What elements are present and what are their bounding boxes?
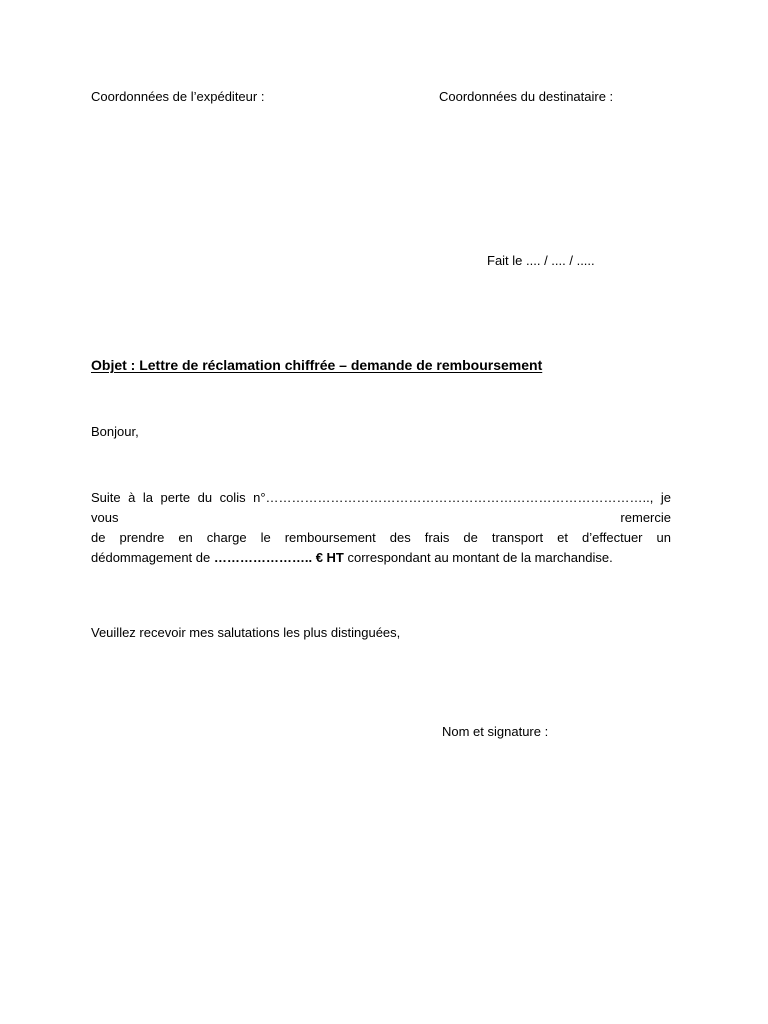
body-line-3-suffix: correspondant au montant de la marchandise. xyxy=(343,550,613,565)
parcel-number-placeholder: …………………………………………………………………………….. xyxy=(265,490,650,505)
body-line-1-prefix: Suite à la perte du colis n° xyxy=(91,490,266,505)
body-line-2: de prendre en charge le remboursement des frais de transport et d’effectuer un xyxy=(91,530,671,545)
sender-label: Coordonnées de l’expéditeur : xyxy=(91,89,265,104)
body-line-3 xyxy=(91,548,671,568)
recipient-label: Coordonnées du destinataire : xyxy=(439,89,614,104)
body-line-1-suffix: , je vous remercie xyxy=(91,490,671,525)
closing-line: Veuillez recevoir mes salutations les plus distinguées, xyxy=(91,625,401,640)
greeting: Bonjour, xyxy=(91,424,139,439)
letter-subject: Objet : Lettre de réclamation chiffrée – demande de remboursement xyxy=(91,357,543,373)
amount-placeholder: ………………….. € HT xyxy=(213,550,344,565)
body-paragraph xyxy=(91,488,671,568)
date-line: Fait le .... / .... / ..... xyxy=(487,253,595,268)
body-line-1 xyxy=(91,488,671,528)
signature-label: Nom et signature : xyxy=(442,724,549,739)
body-line-3-prefix: dédommagement de xyxy=(91,550,214,565)
